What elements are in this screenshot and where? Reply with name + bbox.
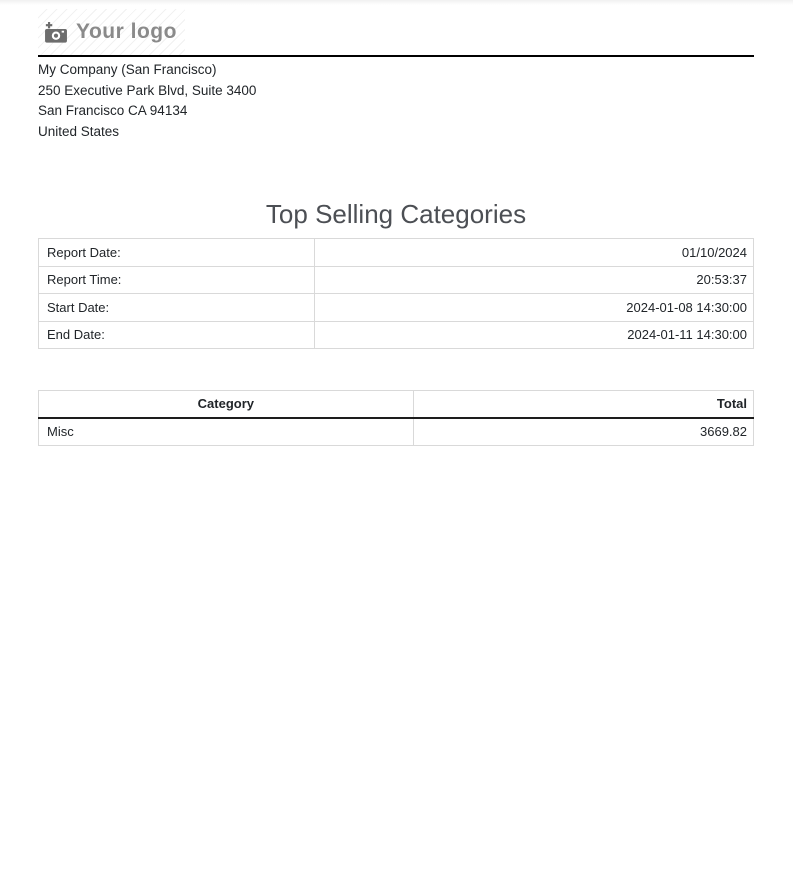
end-date-label: End Date: [39, 321, 315, 349]
report-page [38, 0, 754, 446]
company-street: 250 Executive Park Blvd, Suite 3400 [38, 82, 257, 98]
table-row [39, 321, 754, 349]
report-time-label: Report Time: [39, 266, 315, 294]
report-date-value: 01/10/2024 [314, 239, 753, 267]
report-time-value: 20:53:37 [314, 266, 753, 294]
page-title: Top Selling Categories [265, 199, 527, 229]
company-name: My Company (San Francisco) [38, 62, 217, 77]
logo-placeholder [38, 9, 185, 55]
category-cell: Misc [39, 418, 414, 446]
total-column-header: Total [413, 391, 753, 418]
total-cell: 3669.82 [413, 418, 753, 446]
page-top-shading [0, 0, 793, 5]
company-address-block [38, 57, 754, 142]
table-row [39, 294, 754, 322]
categories-table [38, 390, 754, 446]
report-info-table [38, 238, 754, 349]
table-row [39, 266, 754, 294]
company-city-state: San Francisco CA 94134 [38, 103, 188, 118]
table-row [39, 239, 754, 267]
start-date-value: 2024-01-08 14:30:00 [314, 294, 753, 322]
camera-plus-icon [45, 22, 67, 43]
start-date-label: Start Date: [39, 294, 315, 322]
report-header [38, 0, 754, 57]
category-column-header: Category [39, 391, 414, 418]
table-header-row [39, 391, 754, 418]
end-date-value: 2024-01-11 14:30:00 [314, 321, 753, 349]
table-row [39, 418, 754, 446]
report-date-label: Report Date: [39, 239, 315, 267]
company-country: United States [38, 123, 120, 139]
logo-placeholder-text: Your logo [76, 20, 177, 43]
